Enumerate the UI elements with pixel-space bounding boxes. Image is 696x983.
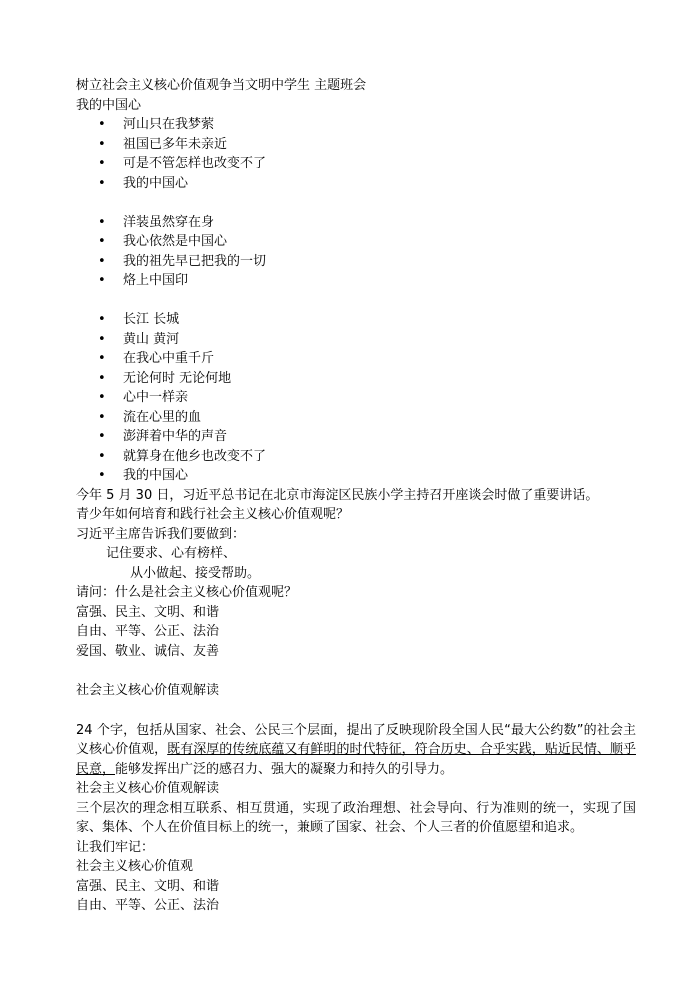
bullet-icon: •: [98, 468, 106, 483]
poem-line: • 洋装虽然穿在身: [76, 213, 636, 233]
poem-line: • 澎湃着中华的声音: [76, 427, 636, 447]
interpretation-paragraph: 三个层次的理念相互联系、相互贯通，实现了政治理想、社会导向、行为准则的统一，实现了国家、集体、个人在价值目标上的统一，兼顾了国家、社会、个人三者的价值愿望和追求。: [76, 800, 636, 835]
poem-line: • 河山只在我梦萦: [76, 115, 636, 135]
bullet-icon: •: [98, 136, 106, 152]
requirement-line: 从小做起、接受帮助。: [130, 565, 261, 581]
values-title: 社会主义核心价值观: [76, 859, 194, 874]
poem-line: • 黄山 黄河: [76, 330, 636, 350]
poem-line: • 就算身在他乡也改变不了: [76, 447, 636, 467]
bullet-icon: •: [98, 351, 106, 366]
values-line: 富强、民主、文明、和谐: [76, 878, 220, 894]
poem-stanza-3: [76, 310, 636, 486]
poem-line: • 无论何时 无论何地: [76, 369, 636, 389]
interpretation-paragraph: 24 个字，包括从国家、社会、公民三个层面，提出了反映现阶段全国人民“最大公约数”的社会主义核心价值观，既有深厚的传统底蕴又有鲜明的时代特征，符合历史、合乎实践，贴近民情、顺乎民意，能够发挥出广泛的感召力、强大的凝聚力和持久的引导力。: [76, 722, 636, 777]
bullet-icon: •: [98, 156, 106, 171]
news-paragraph: 今年 5 月 30 日，习近平总书记在北京市海淀区民族小学主持召开座谈会时做了重要讲话。: [76, 487, 599, 503]
poem-title: 我的中国心: [76, 97, 142, 113]
poem-line: • 在我心中重千斤: [76, 349, 636, 369]
blank-line: [76, 661, 636, 681]
bullet-icon: •: [98, 175, 106, 191]
document-title: 树立社会主义核心价值观争当文明中学生 主题班会: [76, 78, 367, 93]
values-line: 富强、民主、文明、和谐: [76, 604, 220, 620]
document-page: [76, 76, 636, 916]
bullet-icon: •: [98, 117, 106, 132]
blank-line: [76, 193, 636, 213]
values-line: 自由、平等、公正、法治: [76, 898, 220, 913]
poem-line: • 流在心里的血: [76, 408, 636, 428]
poem-stanza-2: [76, 213, 636, 291]
poem-line: • 烙上中国印: [76, 271, 636, 291]
poem-line: • 长江 长城: [76, 310, 636, 330]
poem-line: • 心中一样亲: [76, 388, 636, 408]
bullet-icon: •: [98, 448, 106, 464]
bullet-icon: •: [98, 234, 106, 249]
blank-line: [76, 291, 636, 311]
requirement-line: 记住要求、心有榜样、: [106, 546, 237, 561]
xi-says-line: 习近平主席告诉我们要做到：: [76, 526, 246, 542]
poem-stanza-1: [76, 115, 636, 193]
poem-line: • 我心依然是中国心: [76, 232, 636, 252]
values-line: 爱国、敬业、诚信、友善: [76, 643, 220, 659]
values-line: 自由、平等、公正、法治: [76, 624, 220, 639]
poem-line: • 祖国已多年未亲近: [76, 135, 636, 155]
poem-line: • 我的中国心: [76, 174, 636, 194]
poem-line: • 我的中国心: [76, 466, 636, 486]
bullet-icon: •: [98, 253, 106, 269]
bullet-icon: •: [98, 312, 106, 327]
bullet-icon: •: [98, 390, 106, 405]
section-heading: 社会主义核心价值观解读: [76, 781, 220, 796]
bullet-icon: •: [98, 273, 106, 288]
bullet-icon: •: [98, 429, 106, 444]
question-line: 青少年如何培育和践行社会主义核心价值观呢？: [76, 507, 350, 522]
section-heading: 社会主义核心价值观解读: [76, 683, 220, 698]
bullet-icon: •: [98, 409, 106, 425]
bullet-icon: •: [98, 370, 106, 386]
blank-line: [76, 701, 636, 721]
poem-line: • 我的祖先早已把我的一切: [76, 252, 636, 272]
bullet-icon: •: [98, 331, 106, 347]
underlined-text: 既有深厚的传统底蕴又有鲜明的时代特征，符合历史、合乎实践，贴近民情、顺乎民意，: [76, 742, 636, 777]
question-line: 请问：什么是社会主义核心价值观呢？: [76, 585, 298, 600]
remember-line: 让我们牢记：: [76, 839, 155, 855]
poem-line: • 可是不管怎样也改变不了: [76, 154, 636, 174]
bullet-icon: •: [98, 214, 106, 230]
